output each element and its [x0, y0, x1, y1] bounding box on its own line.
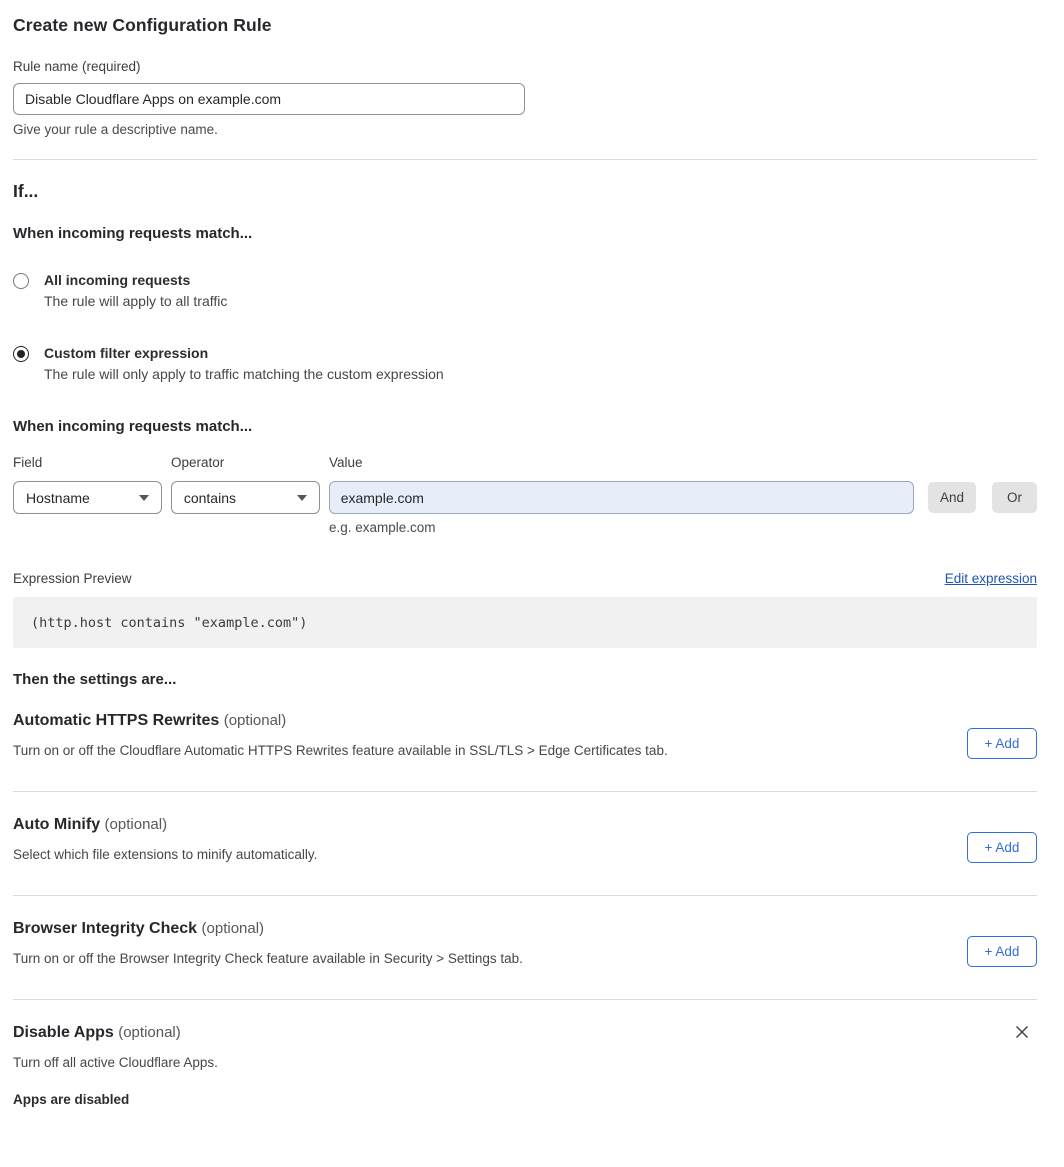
setting-row-automatic-https-rewrites: [13, 712, 1037, 792]
setting-description: Turn on or off the Browser Integrity Check feature available in Security > Settings tab.: [13, 951, 523, 966]
rule-name-label: Rule name (required): [13, 59, 141, 74]
optional-tag: (optional): [223, 712, 287, 729]
settings-heading: Then the settings are...: [13, 671, 177, 688]
section-divider: [13, 999, 1037, 1000]
expression-preview-box: [13, 597, 1037, 648]
create-configuration-rule-form: [0, 15, 1064, 1107]
optional-tag: (optional): [118, 1024, 181, 1041]
radio-custom-description: The rule will only apply to traffic matching the custom expression: [44, 366, 444, 382]
section-divider: [13, 159, 1037, 160]
setting-description: Select which file extensions to minify automatically.: [13, 847, 318, 862]
value-input[interactable]: [329, 481, 914, 514]
radio-icon[interactable]: [13, 273, 29, 289]
setting-row-auto-minify: [13, 816, 1037, 896]
value-label: Value: [329, 455, 363, 470]
radio-all-label: All incoming requests: [44, 272, 191, 288]
if-heading: If...: [13, 181, 39, 201]
edit-expression-link[interactable]: Edit expression: [944, 571, 1037, 586]
operator-select[interactable]: [171, 481, 320, 514]
setting-title: Automatic HTTPS Rewrites: [13, 712, 220, 729]
operator-label: Operator: [171, 455, 225, 470]
radio-all-description: The rule will apply to all traffic: [44, 293, 228, 309]
setting-title: Auto Minify: [13, 816, 101, 833]
match-type-heading: When incoming requests match...: [13, 225, 253, 242]
rule-name-input[interactable]: [13, 83, 525, 115]
chevron-down-icon: [297, 495, 307, 501]
expression-preview-label: Expression Preview: [13, 571, 132, 586]
rule-name-help: Give your rule a descriptive name.: [13, 122, 218, 137]
operator-select-value: contains: [183, 489, 236, 506]
section-divider: [13, 791, 1037, 792]
radio-icon[interactable]: [13, 346, 29, 362]
expression-builder-heading: When incoming requests match...: [13, 418, 253, 435]
setting-row-disable-apps: [13, 1024, 1037, 1107]
apps-disabled-status: Apps are disabled: [13, 1092, 130, 1107]
close-icon: [1014, 1024, 1030, 1040]
radio-custom-filter-expression[interactable]: [13, 345, 1037, 382]
optional-tag: (optional): [104, 816, 168, 833]
setting-row-browser-integrity-check: [13, 920, 1037, 1000]
field-select-value: Hostname: [26, 489, 90, 506]
section-divider: [13, 895, 1037, 896]
field-label: Field: [13, 455, 43, 470]
setting-description: Turn on or off the Cloudflare Automatic HTTPS Rewrites feature available in SSL/TLS > Edge Certificates tab.: [13, 743, 668, 758]
setting-title: Disable Apps: [13, 1024, 114, 1041]
setting-description: Turn off all active Cloudflare Apps.: [13, 1055, 218, 1070]
add-browser-integrity-check-button[interactable]: + Add: [967, 936, 1037, 967]
expression-code: (http.host contains "example.com"): [31, 614, 308, 631]
chevron-down-icon: [139, 495, 149, 501]
add-auto-minify-button[interactable]: + Add: [967, 832, 1037, 863]
radio-all-incoming-requests[interactable]: [13, 272, 1037, 309]
remove-disable-apps-button[interactable]: [1012, 1022, 1032, 1042]
and-button[interactable]: And: [928, 482, 976, 513]
radio-custom-label: Custom filter expression: [44, 345, 209, 361]
optional-tag: (optional): [201, 920, 265, 937]
field-select[interactable]: [13, 481, 162, 514]
page-title: Create new Configuration Rule: [13, 15, 272, 35]
add-automatic-https-rewrites-button[interactable]: + Add: [967, 728, 1037, 759]
value-hint: e.g. example.com: [329, 520, 436, 535]
setting-title: Browser Integrity Check: [13, 920, 198, 937]
or-button[interactable]: Or: [992, 482, 1037, 513]
